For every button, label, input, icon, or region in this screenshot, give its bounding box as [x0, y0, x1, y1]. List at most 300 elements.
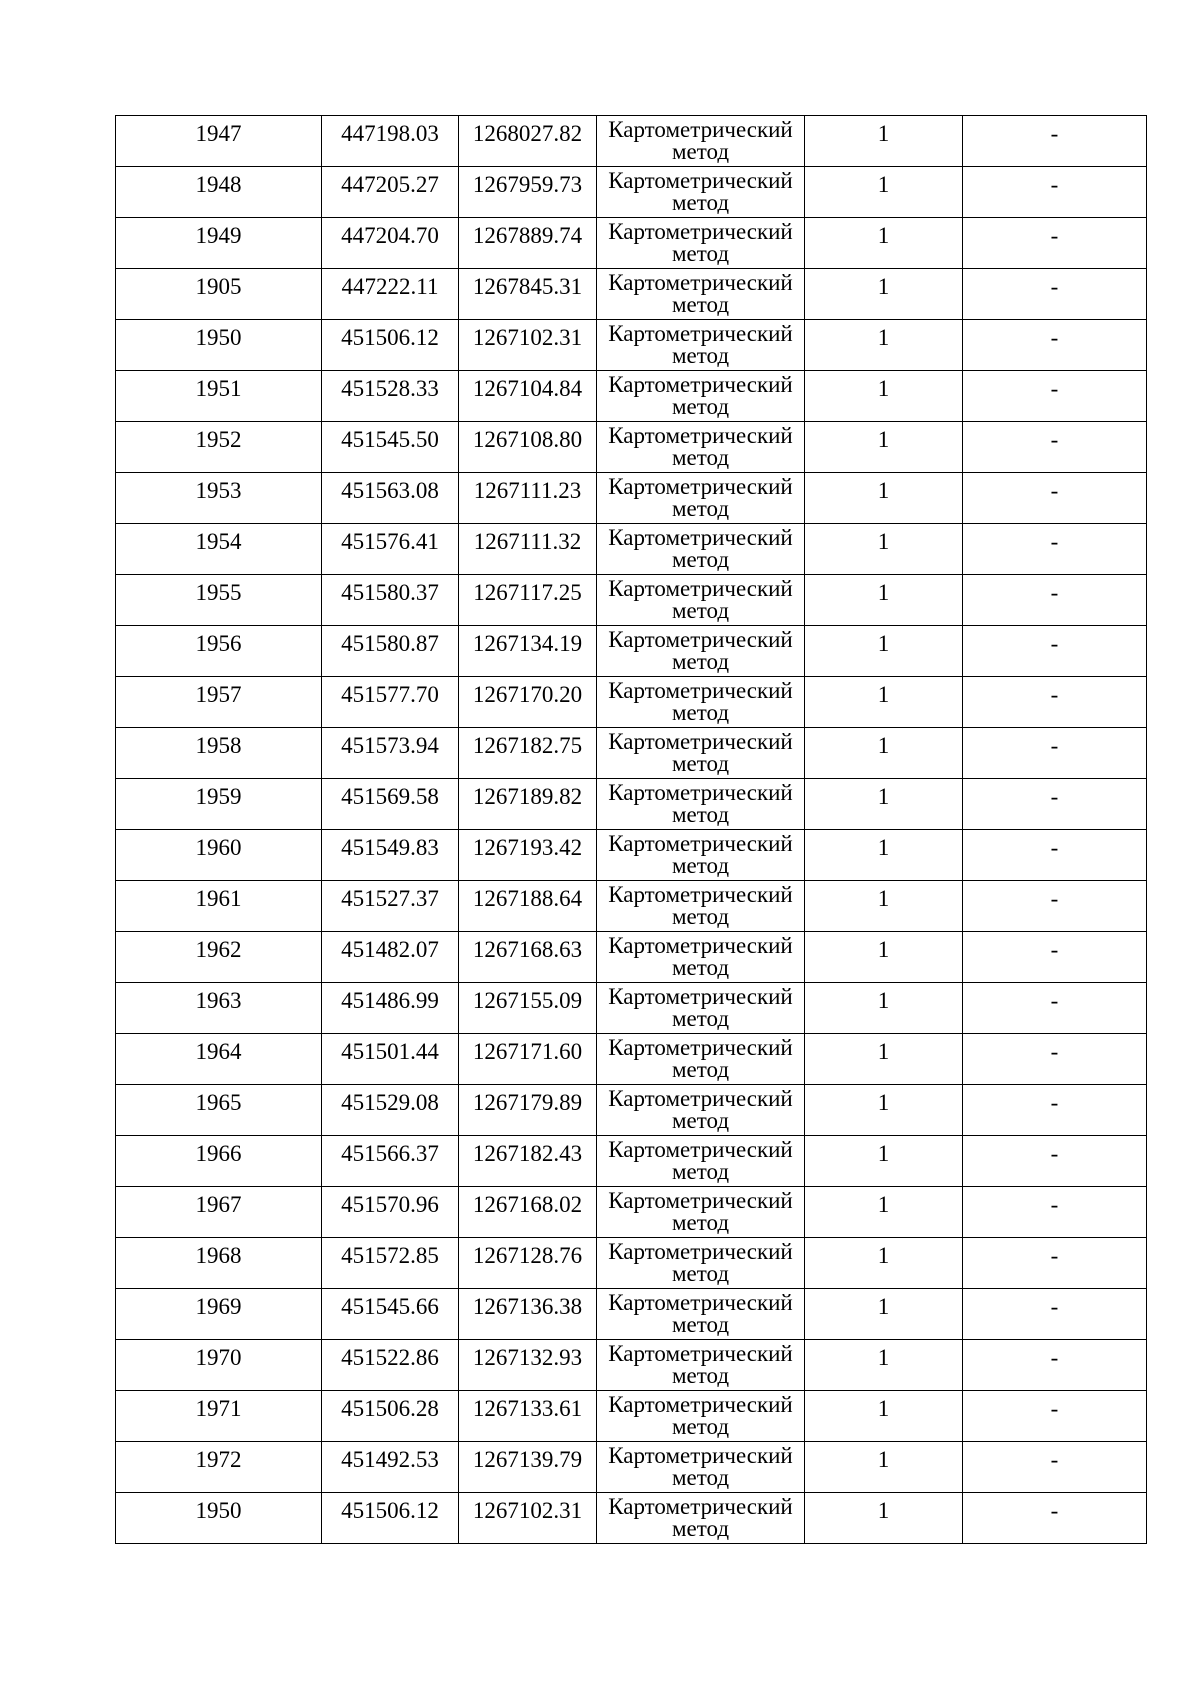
- x-coordinate-text: 451580.87: [341, 631, 439, 656]
- note-cell: [963, 320, 1147, 371]
- point-number-text: 1958: [195, 733, 242, 758]
- note-text: -: [1050, 784, 1059, 809]
- note-cell: [963, 269, 1147, 320]
- method-text-line2: метод: [671, 753, 730, 775]
- method-text-line2: метод: [671, 651, 730, 673]
- method-text-line2: метод: [671, 1263, 730, 1285]
- y-coordinate-cell: [459, 524, 597, 575]
- x-coordinate-text: 451577.70: [341, 682, 439, 707]
- point-number-cell: [116, 1493, 322, 1544]
- x-coordinate-cell: [322, 1340, 459, 1391]
- y-coordinate-cell: [459, 371, 597, 422]
- note-text: -: [1050, 427, 1059, 452]
- accuracy-cell: [805, 728, 963, 779]
- method-text-line1: Картометрический: [608, 984, 793, 1009]
- point-number-text: 1970: [195, 1345, 242, 1370]
- x-coordinate-text: 451580.37: [341, 580, 439, 605]
- accuracy-cell: [805, 575, 963, 626]
- method-text-line1: Картометрический: [608, 729, 793, 754]
- note-text: -: [1050, 580, 1059, 605]
- x-coordinate-cell: [322, 1085, 459, 1136]
- accuracy-cell: [805, 1493, 963, 1544]
- point-number-cell: [116, 422, 322, 473]
- note-text: -: [1050, 1192, 1059, 1217]
- note-cell: [963, 1391, 1147, 1442]
- note-cell: [963, 779, 1147, 830]
- table-row: [116, 881, 1147, 932]
- y-coordinate-text: 1267188.64: [472, 886, 583, 911]
- accuracy-text: 1: [877, 733, 890, 758]
- method-cell: [597, 881, 805, 932]
- point-number-cell: [116, 728, 322, 779]
- x-coordinate-text: 451545.66: [341, 1294, 439, 1319]
- y-coordinate-text: 1267111.32: [473, 529, 582, 554]
- method-cell: [597, 1340, 805, 1391]
- y-coordinate-cell: [459, 1442, 597, 1493]
- point-number-cell: [116, 677, 322, 728]
- accuracy-cell: [805, 677, 963, 728]
- x-coordinate-text: 451572.85: [341, 1243, 439, 1268]
- x-coordinate-text: 447204.70: [341, 223, 439, 248]
- x-coordinate-cell: [322, 1493, 459, 1544]
- table-row: [116, 371, 1147, 422]
- note-cell: [963, 218, 1147, 269]
- x-coordinate-cell: [322, 830, 459, 881]
- method-text-line1: Картометрический: [608, 933, 793, 958]
- y-coordinate-text: 1267104.84: [472, 376, 583, 401]
- point-number-cell: [116, 626, 322, 677]
- point-number-text: 1960: [195, 835, 242, 860]
- x-coordinate-text: 451549.83: [341, 835, 439, 860]
- method-cell: [597, 1493, 805, 1544]
- point-number-text: 1947: [195, 121, 242, 146]
- x-coordinate-cell: [322, 626, 459, 677]
- accuracy-text: 1: [877, 274, 890, 299]
- x-coordinate-cell: [322, 371, 459, 422]
- x-coordinate-cell: [322, 524, 459, 575]
- table-row: [116, 575, 1147, 626]
- point-number-cell: [116, 1187, 322, 1238]
- accuracy-text: 1: [877, 631, 890, 656]
- note-cell: [963, 932, 1147, 983]
- accuracy-text: 1: [877, 1141, 890, 1166]
- method-text-line1: Картометрический: [608, 1086, 793, 1111]
- coordinates-table: [115, 115, 1147, 1544]
- point-number-text: 1905: [195, 274, 242, 299]
- y-coordinate-cell: [459, 932, 597, 983]
- y-coordinate-cell: [459, 320, 597, 371]
- method-cell: [597, 779, 805, 830]
- note-text: -: [1050, 835, 1059, 860]
- accuracy-text: 1: [877, 1396, 890, 1421]
- x-coordinate-cell: [322, 1289, 459, 1340]
- y-coordinate-text: 1267189.82: [472, 784, 583, 809]
- note-cell: [963, 1442, 1147, 1493]
- y-coordinate-cell: [459, 1340, 597, 1391]
- accuracy-cell: [805, 218, 963, 269]
- y-coordinate-text: 1267171.60: [472, 1039, 583, 1064]
- accuracy-text: 1: [877, 1498, 890, 1523]
- x-coordinate-cell: [322, 1442, 459, 1493]
- accuracy-cell: [805, 932, 963, 983]
- note-text: -: [1050, 988, 1059, 1013]
- accuracy-cell: [805, 983, 963, 1034]
- y-coordinate-cell: [459, 167, 597, 218]
- method-text-line2: метод: [671, 498, 730, 520]
- accuracy-cell: [805, 830, 963, 881]
- note-text: -: [1050, 631, 1059, 656]
- method-cell: [597, 116, 805, 167]
- accuracy-text: 1: [877, 1243, 890, 1268]
- y-coordinate-text: 1267133.61: [472, 1396, 583, 1421]
- y-coordinate-cell: [459, 626, 597, 677]
- method-text-line1: Картометрический: [608, 1188, 793, 1213]
- note-text: -: [1050, 1090, 1059, 1115]
- table-row: [116, 269, 1147, 320]
- x-coordinate-cell: [322, 677, 459, 728]
- note-cell: [963, 422, 1147, 473]
- method-cell: [597, 1034, 805, 1085]
- note-cell: [963, 116, 1147, 167]
- point-number-text: 1957: [195, 682, 242, 707]
- x-coordinate-text: 451570.96: [341, 1192, 439, 1217]
- accuracy-text: 1: [877, 988, 890, 1013]
- method-cell: [597, 167, 805, 218]
- y-coordinate-cell: [459, 1085, 597, 1136]
- point-number-text: 1963: [195, 988, 242, 1013]
- point-number-text: 1962: [195, 937, 242, 962]
- note-text: -: [1050, 223, 1059, 248]
- method-cell: [597, 524, 805, 575]
- y-coordinate-cell: [459, 269, 597, 320]
- method-cell: [597, 1187, 805, 1238]
- x-coordinate-cell: [322, 473, 459, 524]
- table-row: [116, 1442, 1147, 1493]
- method-cell: [597, 626, 805, 677]
- y-coordinate-text: 1267139.79: [472, 1447, 583, 1472]
- method-cell: [597, 1391, 805, 1442]
- note-text: -: [1050, 1396, 1059, 1421]
- method-cell: [597, 728, 805, 779]
- note-text: -: [1050, 1498, 1059, 1523]
- x-coordinate-text: 451569.58: [341, 784, 439, 809]
- accuracy-text: 1: [877, 529, 890, 554]
- point-number-text: 1948: [195, 172, 242, 197]
- y-coordinate-cell: [459, 1238, 597, 1289]
- y-coordinate-text: 1267155.09: [472, 988, 583, 1013]
- note-text: -: [1050, 937, 1059, 962]
- note-text: -: [1050, 274, 1059, 299]
- note-text: -: [1050, 478, 1059, 503]
- accuracy-cell: [805, 116, 963, 167]
- table-row: [116, 1136, 1147, 1187]
- note-cell: [963, 626, 1147, 677]
- note-text: -: [1050, 529, 1059, 554]
- method-text-line1: Картометрический: [608, 372, 793, 397]
- accuracy-cell: [805, 779, 963, 830]
- method-cell: [597, 422, 805, 473]
- point-number-cell: [116, 779, 322, 830]
- y-coordinate-text: 1267168.63: [472, 937, 583, 962]
- y-coordinate-cell: [459, 779, 597, 830]
- point-number-cell: [116, 1289, 322, 1340]
- x-coordinate-cell: [322, 575, 459, 626]
- method-text-line1: Картометрический: [608, 423, 793, 448]
- note-text: -: [1050, 1243, 1059, 1268]
- x-coordinate-text: 447198.03: [341, 121, 439, 146]
- note-text: -: [1050, 172, 1059, 197]
- point-number-text: 1966: [195, 1141, 242, 1166]
- note-text: -: [1050, 733, 1059, 758]
- method-text-line2: метод: [671, 855, 730, 877]
- y-coordinate-text: 1267108.80: [472, 427, 583, 452]
- method-text-line1: Картометрический: [608, 1341, 793, 1366]
- method-text-line1: Картометрический: [608, 780, 793, 805]
- point-number-cell: [116, 473, 322, 524]
- note-cell: [963, 371, 1147, 422]
- point-number-text: 1965: [195, 1090, 242, 1115]
- y-coordinate-text: 1268027.82: [472, 121, 583, 146]
- point-number-cell: [116, 983, 322, 1034]
- method-text-line2: метод: [671, 1416, 730, 1438]
- accuracy-text: 1: [877, 886, 890, 911]
- accuracy-text: 1: [877, 325, 890, 350]
- y-coordinate-cell: [459, 422, 597, 473]
- point-number-text: 1953: [195, 478, 242, 503]
- accuracy-cell: [805, 881, 963, 932]
- method-text-line2: метод: [671, 1365, 730, 1387]
- note-text: -: [1050, 1141, 1059, 1166]
- accuracy-text: 1: [877, 1447, 890, 1472]
- y-coordinate-cell: [459, 1136, 597, 1187]
- accuracy-text: 1: [877, 1345, 890, 1370]
- x-coordinate-cell: [322, 1391, 459, 1442]
- y-coordinate-text: 1267134.19: [472, 631, 583, 656]
- accuracy-text: 1: [877, 1039, 890, 1064]
- x-coordinate-cell: [322, 932, 459, 983]
- method-text-line1: Картометрический: [608, 678, 793, 703]
- method-text-line2: метод: [671, 906, 730, 928]
- method-text-line2: метод: [671, 804, 730, 826]
- point-number-cell: [116, 371, 322, 422]
- point-number-text: 1950: [195, 1498, 242, 1523]
- point-number-text: 1961: [195, 886, 242, 911]
- x-coordinate-text: 451506.28: [341, 1396, 439, 1421]
- method-text-line2: метод: [671, 957, 730, 979]
- method-text-line2: метод: [671, 447, 730, 469]
- method-text-line1: Картометрический: [608, 1392, 793, 1417]
- table-row: [116, 218, 1147, 269]
- y-coordinate-cell: [459, 983, 597, 1034]
- note-cell: [963, 1238, 1147, 1289]
- table-row: [116, 830, 1147, 881]
- point-number-text: 1949: [195, 223, 242, 248]
- table-row: [116, 524, 1147, 575]
- method-text-line2: метод: [671, 1008, 730, 1030]
- method-cell: [597, 830, 805, 881]
- accuracy-cell: [805, 1442, 963, 1493]
- method-cell: [597, 1136, 805, 1187]
- method-text-line1: Картометрический: [608, 1443, 793, 1468]
- point-number-cell: [116, 116, 322, 167]
- method-text-line2: метод: [671, 1518, 730, 1540]
- x-coordinate-text: 451501.44: [341, 1039, 439, 1064]
- accuracy-cell: [805, 422, 963, 473]
- y-coordinate-text: 1267193.42: [472, 835, 583, 860]
- x-coordinate-cell: [322, 218, 459, 269]
- x-coordinate-text: 451482.07: [341, 937, 439, 962]
- method-text-line1: Картометрический: [608, 219, 793, 244]
- point-number-cell: [116, 1034, 322, 1085]
- point-number-text: 1972: [195, 1447, 242, 1472]
- x-coordinate-text: 451529.08: [341, 1090, 439, 1115]
- table-row: [116, 473, 1147, 524]
- accuracy-text: 1: [877, 172, 890, 197]
- note-cell: [963, 575, 1147, 626]
- note-text: -: [1050, 1039, 1059, 1064]
- point-number-text: 1964: [195, 1039, 242, 1064]
- accuracy-text: 1: [877, 580, 890, 605]
- accuracy-text: 1: [877, 937, 890, 962]
- table-row: [116, 1493, 1147, 1544]
- note-text: -: [1050, 1294, 1059, 1319]
- note-text: -: [1050, 376, 1059, 401]
- accuracy-text: 1: [877, 427, 890, 452]
- method-text-line1: Картометрический: [608, 882, 793, 907]
- accuracy-cell: [805, 320, 963, 371]
- note-cell: [963, 473, 1147, 524]
- point-number-text: 1955: [195, 580, 242, 605]
- y-coordinate-cell: [459, 881, 597, 932]
- method-text-line2: метод: [671, 396, 730, 418]
- note-cell: [963, 524, 1147, 575]
- note-cell: [963, 728, 1147, 779]
- note-cell: [963, 830, 1147, 881]
- y-coordinate-cell: [459, 1187, 597, 1238]
- accuracy-text: 1: [877, 1192, 890, 1217]
- note-text: -: [1050, 682, 1059, 707]
- note-cell: [963, 1493, 1147, 1544]
- x-coordinate-text: 451492.53: [341, 1447, 439, 1472]
- method-text-line2: метод: [671, 1161, 730, 1183]
- note-cell: [963, 1340, 1147, 1391]
- method-text-line2: метод: [671, 243, 730, 265]
- accuracy-text: 1: [877, 1090, 890, 1115]
- y-coordinate-cell: [459, 575, 597, 626]
- point-number-text: 1954: [195, 529, 242, 554]
- method-text-line2: метод: [671, 549, 730, 571]
- point-number-cell: [116, 269, 322, 320]
- method-cell: [597, 575, 805, 626]
- x-coordinate-text: 451522.86: [341, 1345, 439, 1370]
- y-coordinate-cell: [459, 116, 597, 167]
- method-cell: [597, 218, 805, 269]
- accuracy-cell: [805, 1340, 963, 1391]
- accuracy-text: 1: [877, 223, 890, 248]
- point-number-text: 1967: [195, 1192, 242, 1217]
- method-cell: [597, 1085, 805, 1136]
- accuracy-text: 1: [877, 376, 890, 401]
- note-text: -: [1050, 121, 1059, 146]
- point-number-text: 1951: [195, 376, 242, 401]
- note-text: -: [1050, 1345, 1059, 1370]
- note-cell: [963, 1034, 1147, 1085]
- y-coordinate-text: 1267111.23: [473, 478, 582, 503]
- point-number-cell: [116, 1442, 322, 1493]
- accuracy-cell: [805, 473, 963, 524]
- y-coordinate-text: 1267845.31: [472, 274, 583, 299]
- method-text-line1: Картометрический: [608, 1137, 793, 1162]
- point-number-cell: [116, 830, 322, 881]
- point-number-cell: [116, 320, 322, 371]
- accuracy-cell: [805, 167, 963, 218]
- accuracy-text: 1: [877, 682, 890, 707]
- y-coordinate-text: 1267136.38: [472, 1294, 583, 1319]
- accuracy-text: 1: [877, 478, 890, 503]
- y-coordinate-cell: [459, 1034, 597, 1085]
- accuracy-cell: [805, 1391, 963, 1442]
- method-text-line2: метод: [671, 192, 730, 214]
- y-coordinate-text: 1267179.89: [472, 1090, 583, 1115]
- method-cell: [597, 371, 805, 422]
- note-text: -: [1050, 1447, 1059, 1472]
- y-coordinate-cell: [459, 218, 597, 269]
- x-coordinate-text: 451527.37: [341, 886, 439, 911]
- note-cell: [963, 1289, 1147, 1340]
- point-number-cell: [116, 218, 322, 269]
- method-text-line2: метод: [671, 600, 730, 622]
- method-text-line1: Картометрический: [608, 576, 793, 601]
- y-coordinate-cell: [459, 1493, 597, 1544]
- y-coordinate-cell: [459, 677, 597, 728]
- point-number-cell: [116, 167, 322, 218]
- note-cell: [963, 167, 1147, 218]
- method-text-line1: Картометрический: [608, 1494, 793, 1519]
- point-number-text: 1959: [195, 784, 242, 809]
- accuracy-cell: [805, 1136, 963, 1187]
- table-row: [116, 932, 1147, 983]
- note-cell: [963, 1136, 1147, 1187]
- method-text-line1: Картометрический: [608, 831, 793, 856]
- point-number-cell: [116, 524, 322, 575]
- x-coordinate-cell: [322, 320, 459, 371]
- table-row: [116, 1238, 1147, 1289]
- x-coordinate-cell: [322, 269, 459, 320]
- method-cell: [597, 677, 805, 728]
- method-text-line2: метод: [671, 1212, 730, 1234]
- accuracy-text: 1: [877, 1294, 890, 1319]
- table-row: [116, 1340, 1147, 1391]
- point-number-text: 1971: [195, 1396, 242, 1421]
- method-text-line2: метод: [671, 702, 730, 724]
- y-coordinate-text: 1267959.73: [472, 172, 583, 197]
- table-row: [116, 728, 1147, 779]
- point-number-cell: [116, 1238, 322, 1289]
- method-text-line1: Картометрический: [608, 168, 793, 193]
- method-cell: [597, 1442, 805, 1493]
- y-coordinate-text: 1267102.31: [472, 1498, 583, 1523]
- method-cell: [597, 1238, 805, 1289]
- point-number-cell: [116, 932, 322, 983]
- method-text-line1: Картометрический: [608, 1290, 793, 1315]
- accuracy-cell: [805, 524, 963, 575]
- x-coordinate-cell: [322, 881, 459, 932]
- note-cell: [963, 983, 1147, 1034]
- y-coordinate-text: 1267182.75: [472, 733, 583, 758]
- method-text-line2: метод: [671, 1110, 730, 1132]
- y-coordinate-text: 1267128.76: [472, 1243, 583, 1268]
- accuracy-cell: [805, 371, 963, 422]
